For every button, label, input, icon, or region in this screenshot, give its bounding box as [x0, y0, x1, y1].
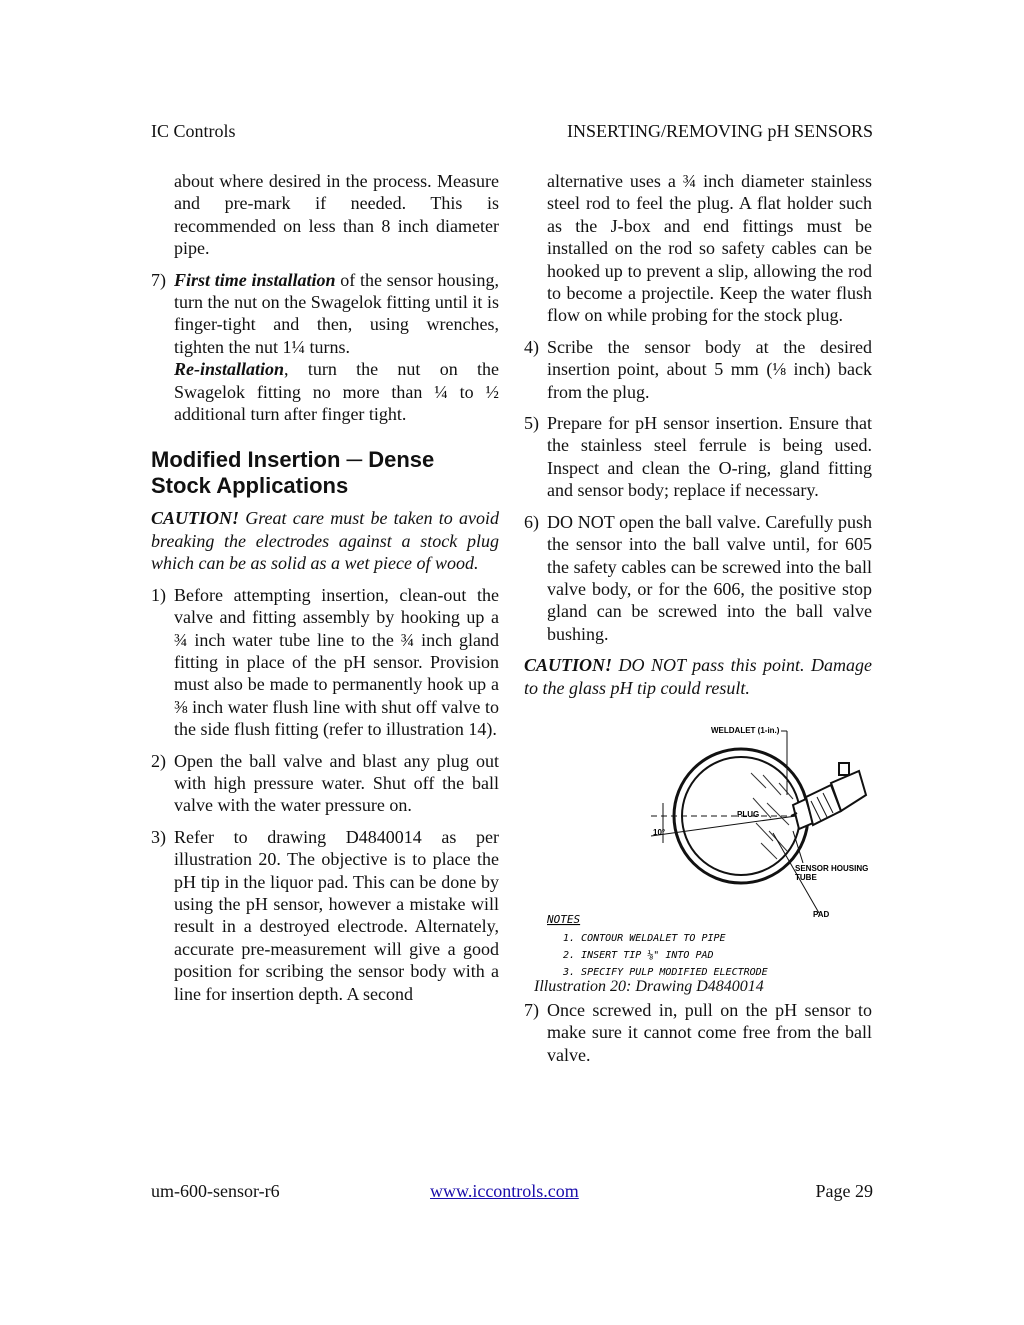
label-plug: PLUG	[737, 809, 760, 819]
caution-text: Great care must be taken to avoid breaking the electrodes against a stock plug which can be as solid as a wet piece of wood.	[151, 508, 499, 574]
header-right: INSERTING/REMOVING pH SENSORS	[567, 121, 873, 141]
caution-note-2	[524, 654, 872, 699]
note-1: 1. CONTOUR WELDALET TO PIPE	[563, 932, 726, 944]
reinstall-lead: Re-installation	[174, 359, 285, 380]
caution-note	[151, 507, 499, 574]
caution-label: CAUTION!	[151, 508, 240, 529]
note-3: 3. SPECIFY PULP MODIFIED ELECTRODE	[563, 966, 768, 975]
sensor-housing-icon	[791, 763, 866, 829]
step-1	[151, 584, 499, 741]
continuation-paragraph: alternative uses a ¾ inch diameter stainless steel rod to feel the plug. A flat holder such as the J-box and end fittings must be installed on the rod so safety cables can be hooked up to prevent a slip, allowing the rod to become a projectile. Keep the water flush flow on while probing for the stock plug.	[547, 171, 872, 326]
step-number: 5)	[524, 413, 539, 434]
step-number: 7)	[151, 269, 166, 290]
footer-doc-id: um-600-sensor-r6	[151, 1181, 280, 1201]
note-2: 2. INSERT TIP ⅛" INTO PAD	[563, 949, 714, 961]
section-heading: Modified Insertion ─ Dense Stock Applications	[151, 447, 435, 499]
label-weldalet: WELDALET (1-in.)	[711, 725, 780, 735]
right-column	[524, 170, 872, 1075]
step-number: 6)	[524, 511, 539, 532]
figure-caption: Illustration 20: Drawing D4840014	[534, 977, 764, 995]
step-text: Before attempting insertion, clean-out the valve and fitting assembly by hooking up a ¾ inch water tube line to the ¾ inch gland fitting in place of the pH sensor. Provision must also be made to permanently hook up a ⅜ inch water flush line with shut off valve to the side flush fitting (refer to illustration 14).	[174, 584, 499, 740]
step-2	[151, 750, 499, 817]
step-text: Prepare for pH sensor insertion. Ensure that the stainless steel ferrule is being used. Inspect and clean the O-ring, gland fitting and sensor body; replace if necessary.	[547, 413, 872, 501]
left-column	[151, 170, 499, 1014]
label-tube: TUBE	[795, 872, 817, 882]
caution-label: CAUTION!	[524, 655, 613, 676]
step-6	[524, 511, 872, 645]
step-text: Once screwed in, pull on the pH sensor to make sure it cannot come free from the ball valve.	[547, 999, 872, 1065]
step-3	[151, 826, 499, 1005]
step-number: 3)	[151, 826, 166, 847]
step-text: Scribe the sensor body at the desired insertion point, about 5 mm (⅛ inch) back from the plug.	[547, 336, 872, 402]
reinstall-text: , turn the nut on the Swagelok fitting no more than ¼ to ½ additional turn after finger tight.	[174, 359, 499, 425]
intro-paragraph: about where desired in the process. Measure and pre-mark if needed. This is recommended on less than 8 inch diameter pipe.	[174, 171, 499, 259]
step-number: 7)	[524, 999, 539, 1020]
figure-notes	[546, 913, 768, 975]
step-text: DO NOT open the ball valve. Carefully push the sensor into the ball valve until, for 605 the safety cables can be screwed into the ball valve body, or for the 606, the positive stop gland can be screwed into the ball valve bushing.	[547, 511, 872, 644]
caution-text: DO NOT pass this point. Damage to the glass pH tip could result.	[524, 655, 872, 698]
step-7-first-install	[151, 269, 499, 426]
step-lead: First time installation	[174, 269, 336, 290]
step-text: Open the ball valve and blast any plug out with high pressure water. Shut off the ball valve with the water pressure on.	[174, 750, 499, 816]
step-number: 4)	[524, 336, 539, 357]
label-pad: PAD	[813, 909, 830, 919]
step-4	[524, 336, 872, 403]
figure-labels	[653, 726, 868, 919]
illustration-20	[524, 713, 872, 997]
step-number: 1)	[151, 584, 166, 605]
label-angle: 10°	[653, 827, 666, 837]
label-sensor-housing: SENSOR HOUSING	[795, 863, 869, 873]
footer-website-link[interactable]: www.iccontrols.com	[430, 1181, 579, 1201]
step-number: 2)	[151, 750, 166, 771]
step-7-pull-test	[524, 999, 872, 1066]
notes-title: NOTES	[547, 912, 581, 926]
footer-page-number: Page 29	[815, 1181, 873, 1201]
header-left: IC Controls	[151, 121, 236, 141]
step-text: of the sensor housing, turn the nut on the Swagelok fitting until it is finger-tight and then, using wrenches, tighten the nut 1¼ turns.	[174, 269, 500, 357]
drawing-d4840014	[541, 713, 871, 975]
step-5	[524, 412, 872, 502]
step-text: Refer to drawing D4840014 as per illustration 20. The objective is to place the pH tip in the liquor pad. This can be done by using the pH sensor, however a mistake will result in a destroyed electrode. Alternately, accurate pre-measurement will give a good position for scribing the sensor body with a line for insertion depth. A second	[174, 826, 499, 1004]
